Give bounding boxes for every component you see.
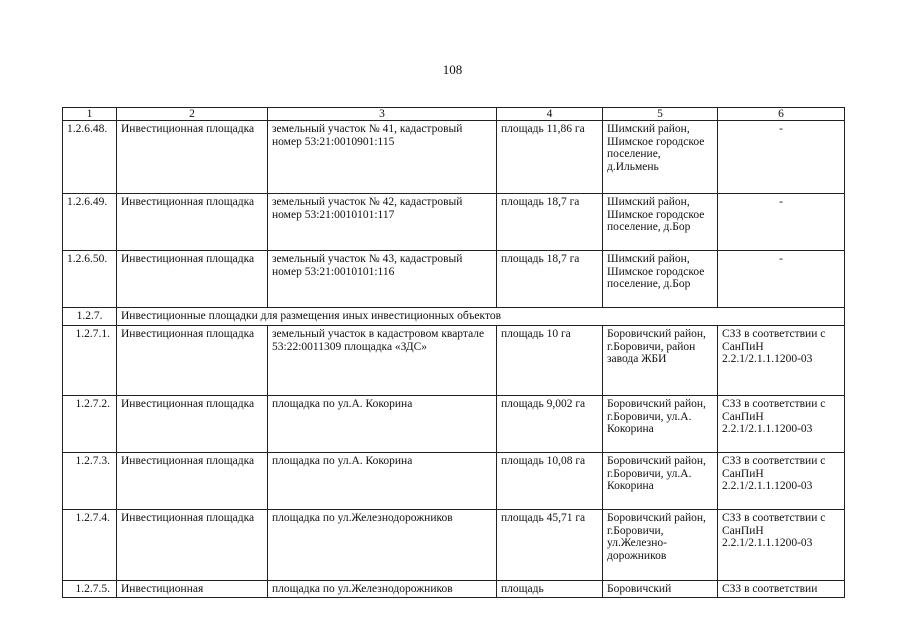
row-number: 1.2.7.3. [63,453,117,510]
object-note: СЗЗ в соответствии с СанПиН 2.2.1/2.1.1.1200-03 [718,453,845,510]
object-note: - [718,121,845,194]
object-type: Инвестиционная площадка [117,453,268,510]
column-header: 6 [718,108,845,121]
object-description: площадка по ул.А. Кокорина [268,453,497,510]
investment-sites-table [62,107,845,598]
column-header: 1 [63,108,117,121]
table-row [63,510,845,581]
object-area: площадь 10 га [497,326,603,396]
object-type: Инвестиционная площадка [117,251,268,308]
object-location: Боровичский [603,581,718,598]
object-description: земельный участок № 42, кадастровый номер 53:21:0010101:117 [268,194,497,251]
object-note: СЗЗ в соответствии с СанПиН 2.2.1/2.1.1.1200-03 [718,510,845,581]
object-location: Боровичский район, г.Боровичи, ул.А. Кокорина [603,396,718,453]
object-note: - [718,194,845,251]
page-number: 108 [442,62,463,77]
object-type: Инвестиционная площадка [117,510,268,581]
table-row [63,326,845,396]
group-number: 1.2.7. [63,308,117,326]
group-title: Инвестиционные площадки для размещения иных инвестиционных объектов [117,308,845,326]
column-header: 3 [268,108,497,121]
header-row [63,108,845,121]
row-number: 1.2.6.49. [63,194,117,251]
object-area: площадь 18,7 га [497,194,603,251]
object-area: площадь 10,08 га [497,453,603,510]
row-number: 1.2.6.48. [63,121,117,194]
object-note: СЗЗ в соответствии с СанПиН 2.2.1/2.1.1.1200-03 [718,326,845,396]
table-row [63,581,845,598]
row-number: 1.2.7.5. [63,581,117,598]
object-location: Боровичский район, г.Боровичи, ул.Железно-дорожников [603,510,718,581]
row-number: 1.2.7.1. [63,326,117,396]
object-description: земельный участок № 43, кадастровый номер 53:21:0010101:116 [268,251,497,308]
table-row [63,396,845,453]
row-number: 1.2.6.50. [63,251,117,308]
object-description: земельный участок в кадастровом квартале 53:22:0011309 площадка «ЗДС» [268,326,497,396]
object-location: Шимский район, Шимское городское поселение, д.Бор [603,194,718,251]
object-note: СЗЗ в соответствии [718,581,845,598]
object-location: Шимский район, Шимское городское поселение, д.Ильмень [603,121,718,194]
object-area: площадь 9,002 га [497,396,603,453]
object-location: Боровичский район, г.Боровичи, район завода ЖБИ [603,326,718,396]
object-description: площадка по ул.Железнодорожников [268,581,497,598]
object-type: Инвестиционная площадка [117,121,268,194]
column-header: 5 [603,108,718,121]
row-number: 1.2.7.2. [63,396,117,453]
object-type: Инвестиционная [117,581,268,598]
row-number: 1.2.7.4. [63,510,117,581]
object-description: земельный участок № 41, кадастровый номер 53:21:0010901:115 [268,121,497,194]
object-location: Боровичский район, г.Боровичи, ул.А. Кокорина [603,453,718,510]
column-header: 2 [117,108,268,121]
table-row [63,194,845,251]
object-area: площадь [497,581,603,598]
object-note: - [718,251,845,308]
object-area: площадь 18,7 га [497,251,603,308]
object-type: Инвестиционная площадка [117,326,268,396]
object-type: Инвестиционная площадка [117,194,268,251]
object-description: площадка по ул.А. Кокорина [268,396,497,453]
object-area: площадь 45,71 га [497,510,603,581]
table-row [63,121,845,194]
object-location: Шимский район, Шимское городское поселение, д.Бор [603,251,718,308]
object-type: Инвестиционная площадка [117,396,268,453]
object-description: площадка по ул.Железнодорожников [268,510,497,581]
object-note: СЗЗ в соответствии с СанПиН 2.2.1/2.1.1.1200-03 [718,396,845,453]
group-row [63,308,845,326]
column-header: 4 [497,108,603,121]
object-area: площадь 11,86 га [497,121,603,194]
table-row [63,251,845,308]
table-row [63,453,845,510]
